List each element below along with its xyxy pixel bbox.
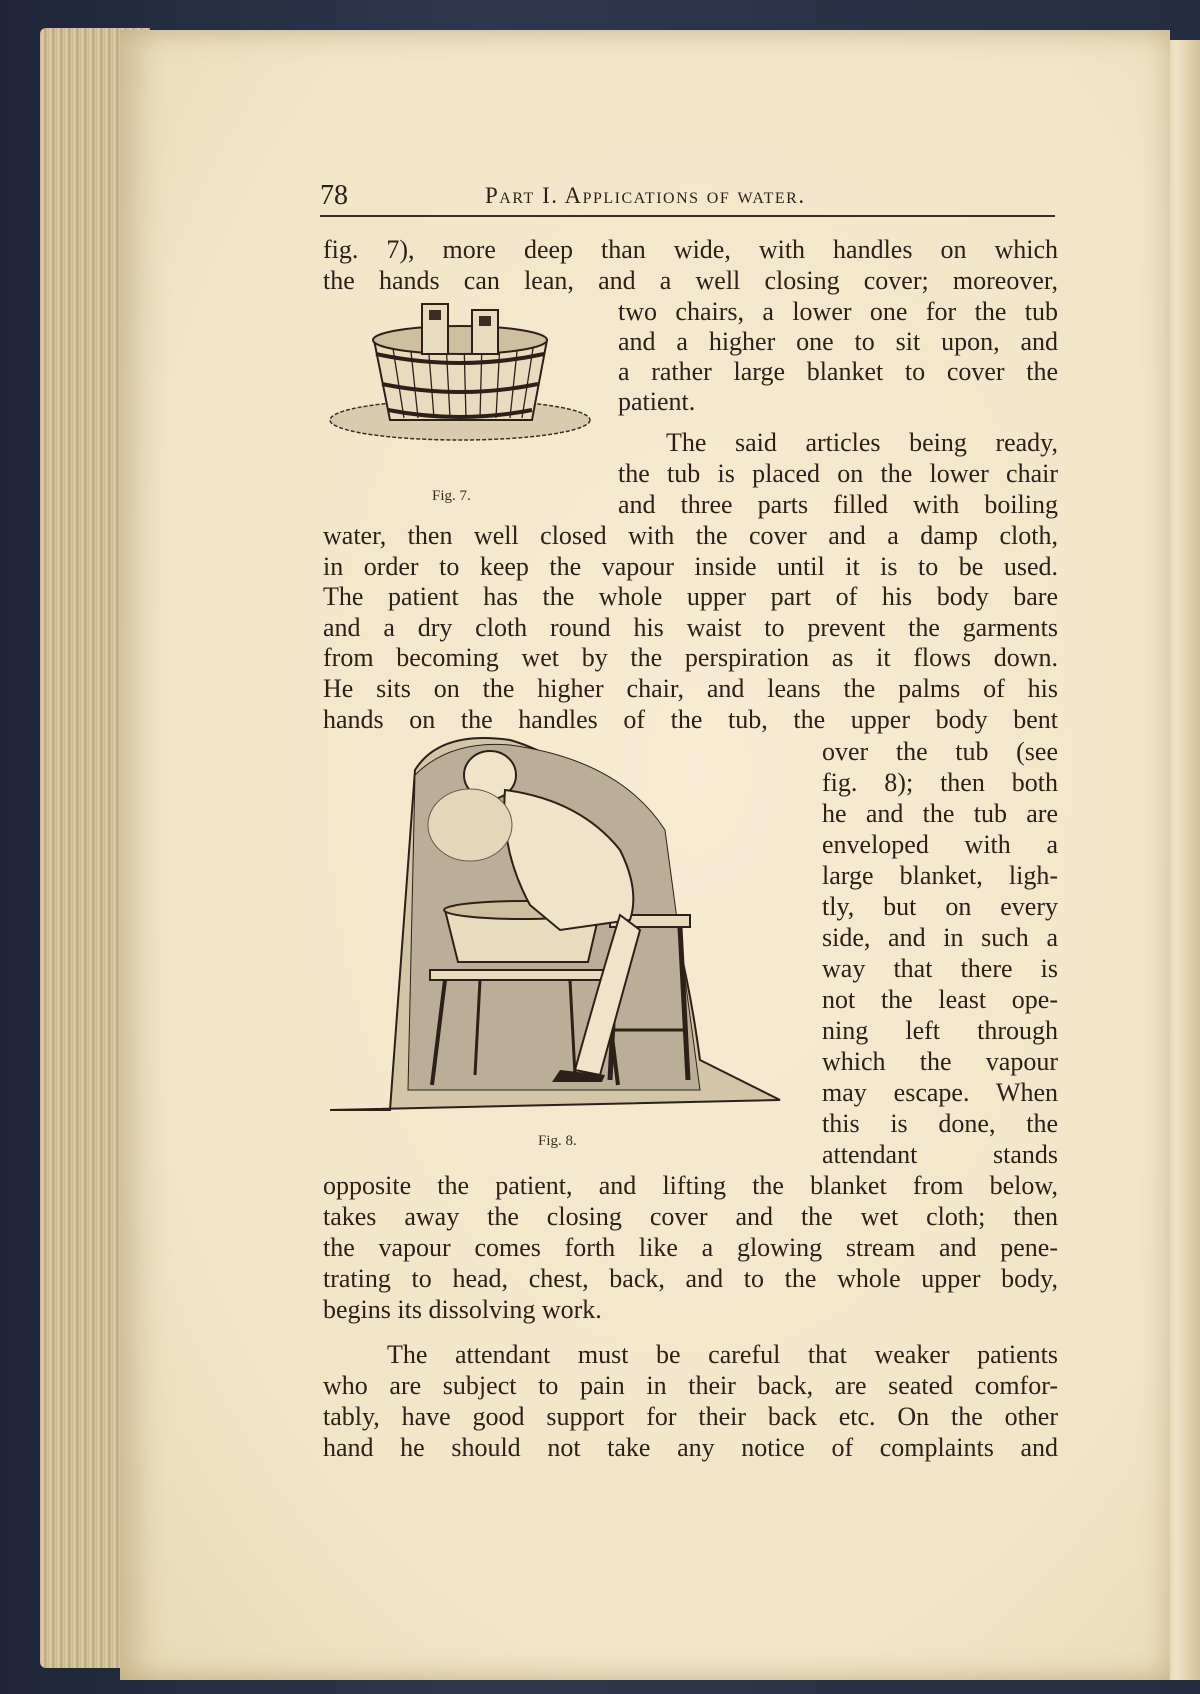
text-line: in order to keep the vapour inside until it is to be used. [323,552,1058,581]
text-line: fig. 7), more deep than wide, with handles on which [323,235,1058,264]
text-line: who are subject to pain in their back, are seated comfor- [323,1371,1058,1400]
text-line: tly, but on every [822,892,1058,921]
text-line: hand he should not take any notice of complaints and [323,1433,1058,1462]
text-line: over the tub (see [822,737,1058,766]
text-line: a rather large blanket to cover the [618,357,1058,386]
text-line: tably, have good support for their back etc. On the other [323,1402,1058,1431]
text-line: the tub is placed on the lower chair [618,459,1058,488]
figure-8-caption: Fig. 8. [538,1133,577,1149]
text-line: side, and in such a [822,923,1058,952]
text-line: water, then well closed with the cover and a damp cloth, [323,521,1058,550]
text-line: way that there is [822,954,1058,983]
text-line: large blanket, ligh- [822,861,1058,890]
header-rule [320,215,1055,217]
text-line: takes away the closing cover and the wet cloth; then [323,1202,1058,1231]
text-line: The said articles being ready, [666,428,1058,457]
running-title: Part I. Applications of water. [485,183,806,208]
text-line: two chairs, a lower one for the tub [618,297,1058,326]
text-line: he and the tub are [822,799,1058,828]
text-line: trating to head, chest, back, and to the whole upper body, [323,1264,1058,1293]
text-line: The patient has the whole upper part of his body bare [323,582,1058,611]
text-line: and three parts filled with boiling [618,490,1058,519]
text-line: hands on the handles of the tub, the upper body bent [323,705,1058,734]
text-line: The attendant must be careful that weaker patients [387,1340,1058,1369]
text-line: may escape. When [822,1078,1058,1107]
figure-7-caption: Fig. 7. [432,488,471,504]
text-line: fig. 8); then both [822,768,1058,797]
text-line: the hands can lean, and a well closing cover; moreover, [323,266,1058,295]
text-line: not the least ope- [822,985,1058,1014]
text-line: attendant stands [822,1140,1058,1169]
page-number: 78 [320,180,348,211]
text-line: begins its dissolving work. [323,1295,602,1324]
text-line: enveloped with a [822,830,1058,859]
text-line: opposite the patient, and lifting the blanket from below, [323,1171,1058,1200]
text-line: the vapour comes forth like a glowing stream and pene- [323,1233,1058,1262]
text-line: patient. [618,387,696,416]
text-line: He sits on the higher chair, and leans the palms of his [323,674,1058,703]
tub-illustration [322,302,597,442]
text-line: and a dry cloth round his waist to prevent the garments [323,613,1058,642]
text-line: from becoming wet by the perspiration as it flows down. [323,643,1058,672]
vapour-bath-illustration [320,730,810,1125]
text-line: which the vapour [822,1047,1058,1076]
text-line: ning left through [822,1016,1058,1045]
text-line: this is done, the [822,1109,1058,1138]
text-line: and a higher one to sit upon, and [618,327,1058,356]
